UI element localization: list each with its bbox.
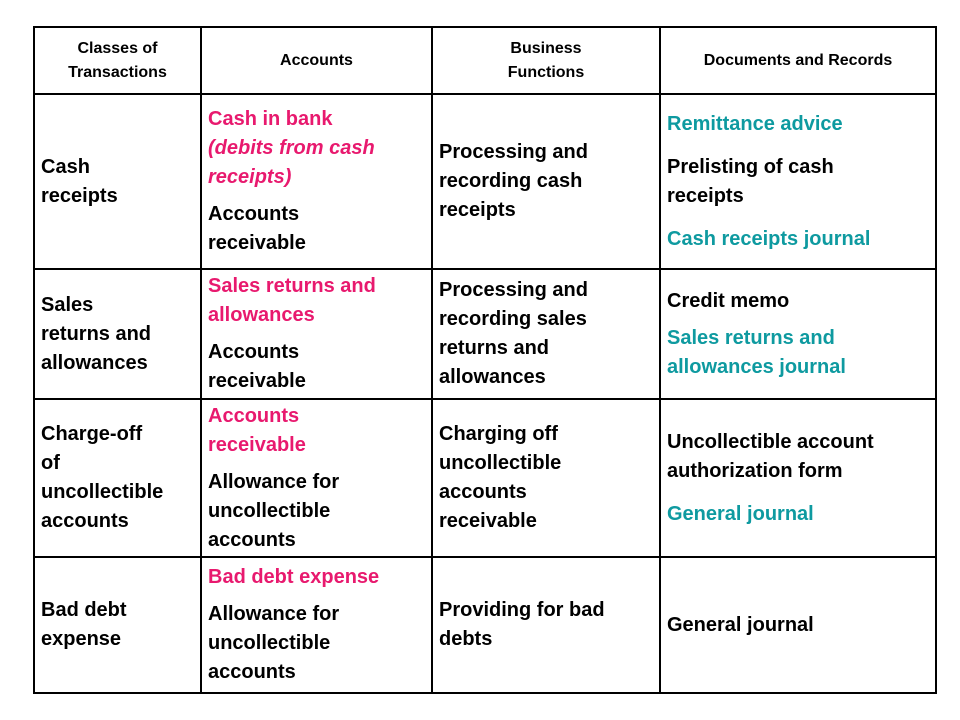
document-line: General journal [667,502,814,525]
account-line: receipts) [208,166,292,188]
cell-business-function [432,557,660,693]
cell-accounts [201,94,432,269]
account-line: Accounts [208,404,300,427]
class-line: Cash [41,155,90,178]
cell-business-function [432,399,660,557]
cell-documents [660,94,936,269]
function-line: recording cash [439,170,583,192]
transaction-cycle-table [33,26,937,694]
account-line: Accounts [208,341,300,363]
class-line: Charge-off [41,423,143,445]
class-line: returns and [41,322,152,345]
header-line: Classes of [77,39,158,57]
document-line: Uncollectible account [667,430,874,453]
document-line: Credit memo [667,289,790,312]
cell-class [34,94,201,269]
function-line: Processing and [439,141,588,163]
cell-class [34,269,201,399]
class-line: Sales [41,293,94,316]
document-line: receipts [667,184,744,207]
account-line: allowances [208,304,315,326]
cell-business-function [432,269,660,399]
header-business-functions [432,27,660,94]
cell-documents [660,557,936,693]
function-line: Charging off [439,423,558,445]
account-line: uncollectible [208,499,331,522]
account-line: (debits from cash [208,137,375,159]
document-line: Remittance advice [667,112,843,135]
function-line: recording sales [439,308,587,330]
cell-class [34,557,201,693]
function-line: Providing for bad [439,599,605,621]
function-line: allowances [439,366,546,388]
document-line: authorization form [667,459,843,482]
document-line: Sales returns and [667,326,835,349]
document-line: General journal [667,613,814,636]
table-row-cash-receipts [34,94,936,269]
cell-documents [660,399,936,557]
header-line: Documents and Records [703,51,893,69]
header-line: Accounts [280,51,353,69]
cell-documents [660,269,936,399]
account-line: Allowance for [208,603,340,625]
document-line: Cash receipts journal [667,227,871,250]
header-line: Transactions [68,63,167,81]
cell-accounts [201,269,432,399]
cell-accounts [201,557,432,693]
account-line: receivable [208,370,306,392]
function-line: Processing and [439,279,588,301]
class-line: expense [41,628,122,650]
table-row-bad-debt-expense [34,557,936,693]
function-line: receipts [439,199,516,221]
class-line: of [41,452,60,474]
class-line: Bad debt [41,599,127,621]
function-line: receivable [439,510,537,532]
header-documents-and-records [660,27,936,94]
header-accounts [201,27,432,94]
account-line: Bad debt expense [208,566,380,588]
header-classes-of-transactions [34,27,201,94]
account-line: Accounts [208,203,300,225]
class-line: allowances [41,351,148,374]
account-line: accounts [208,528,296,551]
function-line: returns and [439,337,550,359]
document-line: allowances journal [667,355,846,378]
cell-accounts [201,399,432,557]
class-line: receipts [41,184,118,207]
table-row-charge-off [34,399,936,557]
table-row-sales-returns [34,269,936,399]
account-line: Allowance for [208,470,340,493]
account-line: uncollectible [208,632,331,654]
account-line: Sales returns and [208,275,376,297]
function-line: debts [439,628,493,650]
header-line: Business [510,39,582,57]
document-line: Prelisting of cash [667,155,834,178]
account-line: receivable [208,433,306,456]
class-line: accounts [41,510,129,532]
account-line: Cash in bank [208,108,333,130]
function-line: accounts [439,481,527,503]
header-line: Functions [507,63,585,81]
function-line: uncollectible [439,452,562,474]
cell-business-function [432,94,660,269]
account-line: receivable [208,232,306,254]
cell-class [34,399,201,557]
class-line: uncollectible [41,481,164,503]
header-row [34,27,936,94]
account-line: accounts [208,661,296,683]
